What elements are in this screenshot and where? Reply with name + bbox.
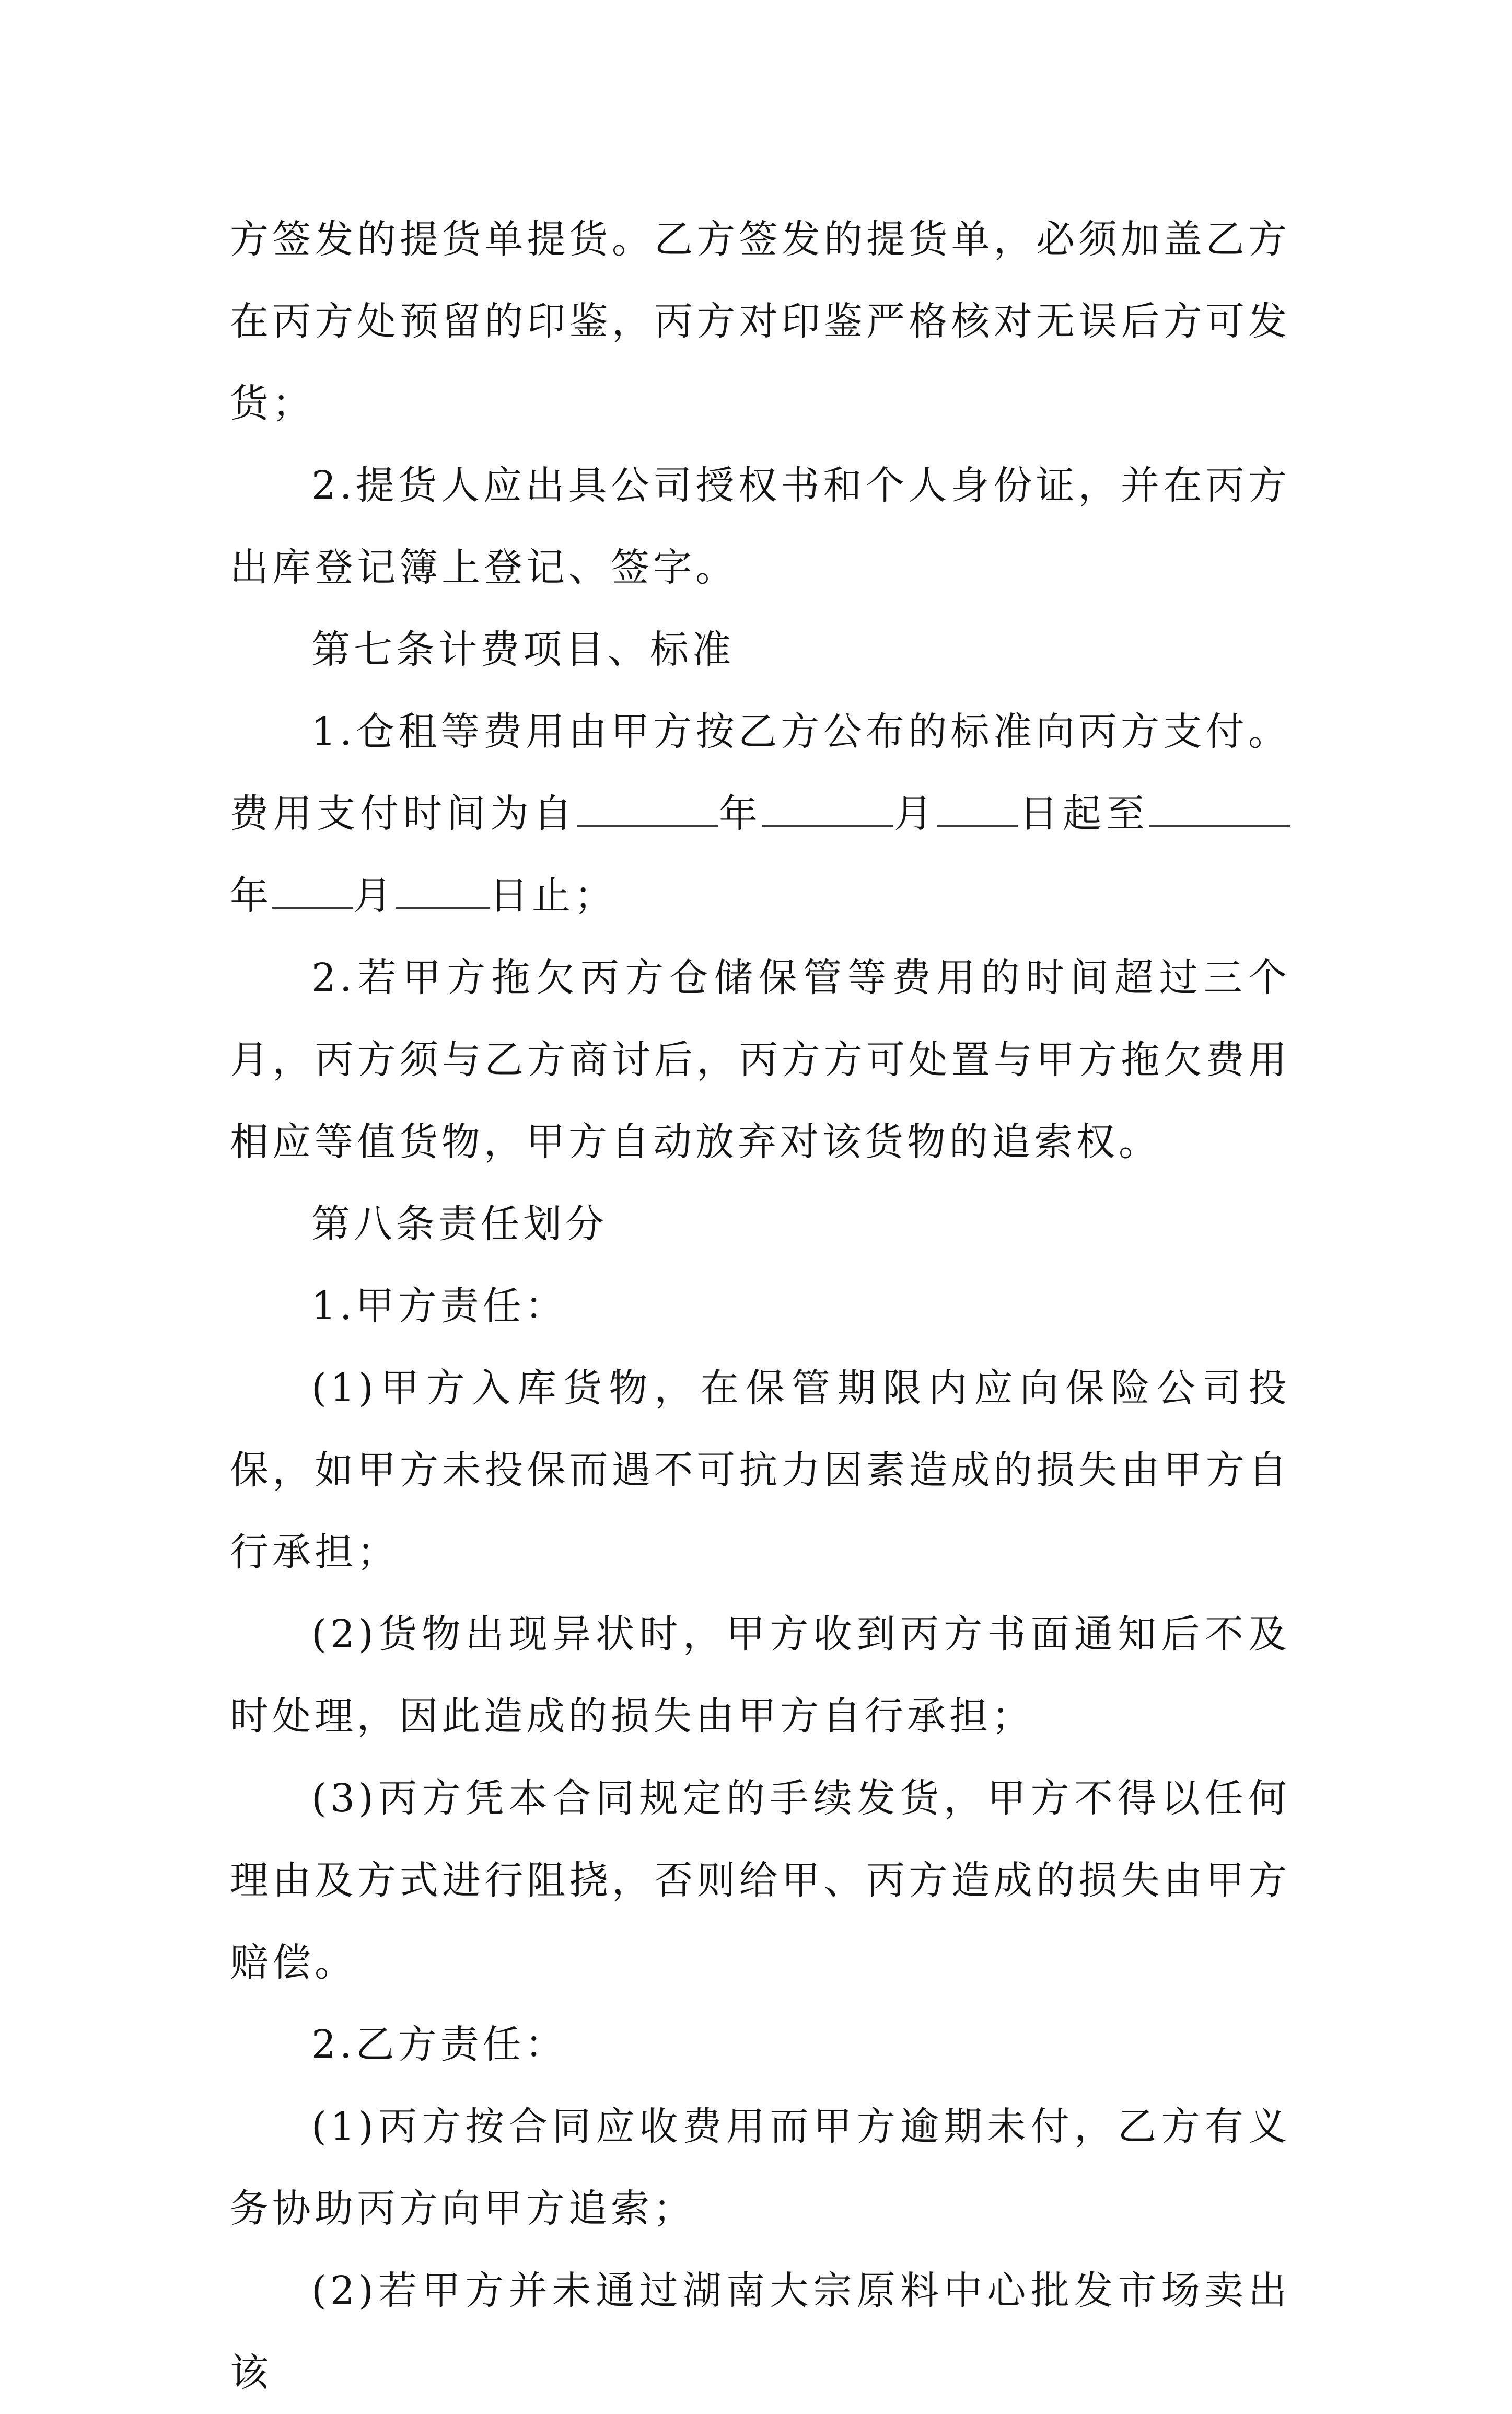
paragraph-b-collection: (1)丙方按合同应收费用而甲方逾期未付，乙方有义务协助丙方向甲方追索； — [230, 2104, 1290, 2231]
fee-payment-text: 1.仓租等费用由甲方按乙方公布的标准向丙方支付。费用支付时间为自 — [230, 709, 1290, 836]
label-month-end: 月 — [353, 873, 396, 918]
label-year-start: 年 — [718, 791, 762, 836]
blank-month-start[interactable] — [762, 793, 893, 827]
blank-month-end[interactable] — [272, 875, 353, 909]
label-year-end: 年 — [230, 873, 272, 918]
blank-year-end[interactable] — [1149, 793, 1290, 827]
blank-year-start[interactable] — [577, 793, 718, 827]
paragraph-overdue-fees: 2.若甲方拖欠丙方仓储保管等费用的时间超过三个月，丙方须与乙方商讨后，丙方方可处置与甲方拖欠费用相应等值货物，甲方自动放弃对该货物的追索权。 — [230, 955, 1290, 1164]
blank-day-end[interactable] — [396, 875, 490, 909]
paragraph-a-anomaly: (2)货物出现异状时，甲方收到丙方书面通知后不及时处理，因此造成的损失由甲方自行承担； — [230, 1612, 1290, 1739]
heading-article-7: 第七条计费项目、标准 — [311, 627, 735, 672]
heading-party-a-liability: 1.甲方责任： — [311, 1284, 567, 1329]
label-day-end: 日止； — [490, 873, 617, 918]
paragraph-fee-payment — [230, 691, 1290, 937]
paragraph-a-obstruction: (3)丙方凭本合同规定的手续发货，甲方不得以任何理由及方式进行阻挠，否则给甲、丙方造成的损失由甲方赔偿。 — [230, 1776, 1290, 1985]
document-body — [230, 199, 1290, 2414]
paragraph-b-market: (2)若甲方并未通过湖南大宗原料中心批发市场卖出该 — [230, 2268, 1290, 2395]
paragraph-pickup-slip: 方签发的提货单提货。乙方签发的提货单，必须加盖乙方在丙方处预留的印鉴，丙方对印鉴严格核对无误后方可发货； — [230, 217, 1290, 426]
label-month-start: 月 — [893, 791, 937, 836]
paragraph-pickup-identity: 2.提货人应出具公司授权书和个人身份证，并在丙方出库登记簿上登记、签字。 — [230, 463, 1290, 590]
label-day-start: 日起至 — [1018, 791, 1149, 836]
heading-article-8: 第八条责任划分 — [311, 1202, 608, 1246]
blank-day-start[interactable] — [937, 793, 1018, 827]
heading-party-b-liability: 2.乙方责任： — [311, 2022, 567, 2067]
paragraph-a-insurance: (1)甲方入库货物，在保管期限内应向保险公司投保，如甲方未投保而遇不可抗力因素造成的损失由甲方自行承担； — [230, 1366, 1290, 1575]
